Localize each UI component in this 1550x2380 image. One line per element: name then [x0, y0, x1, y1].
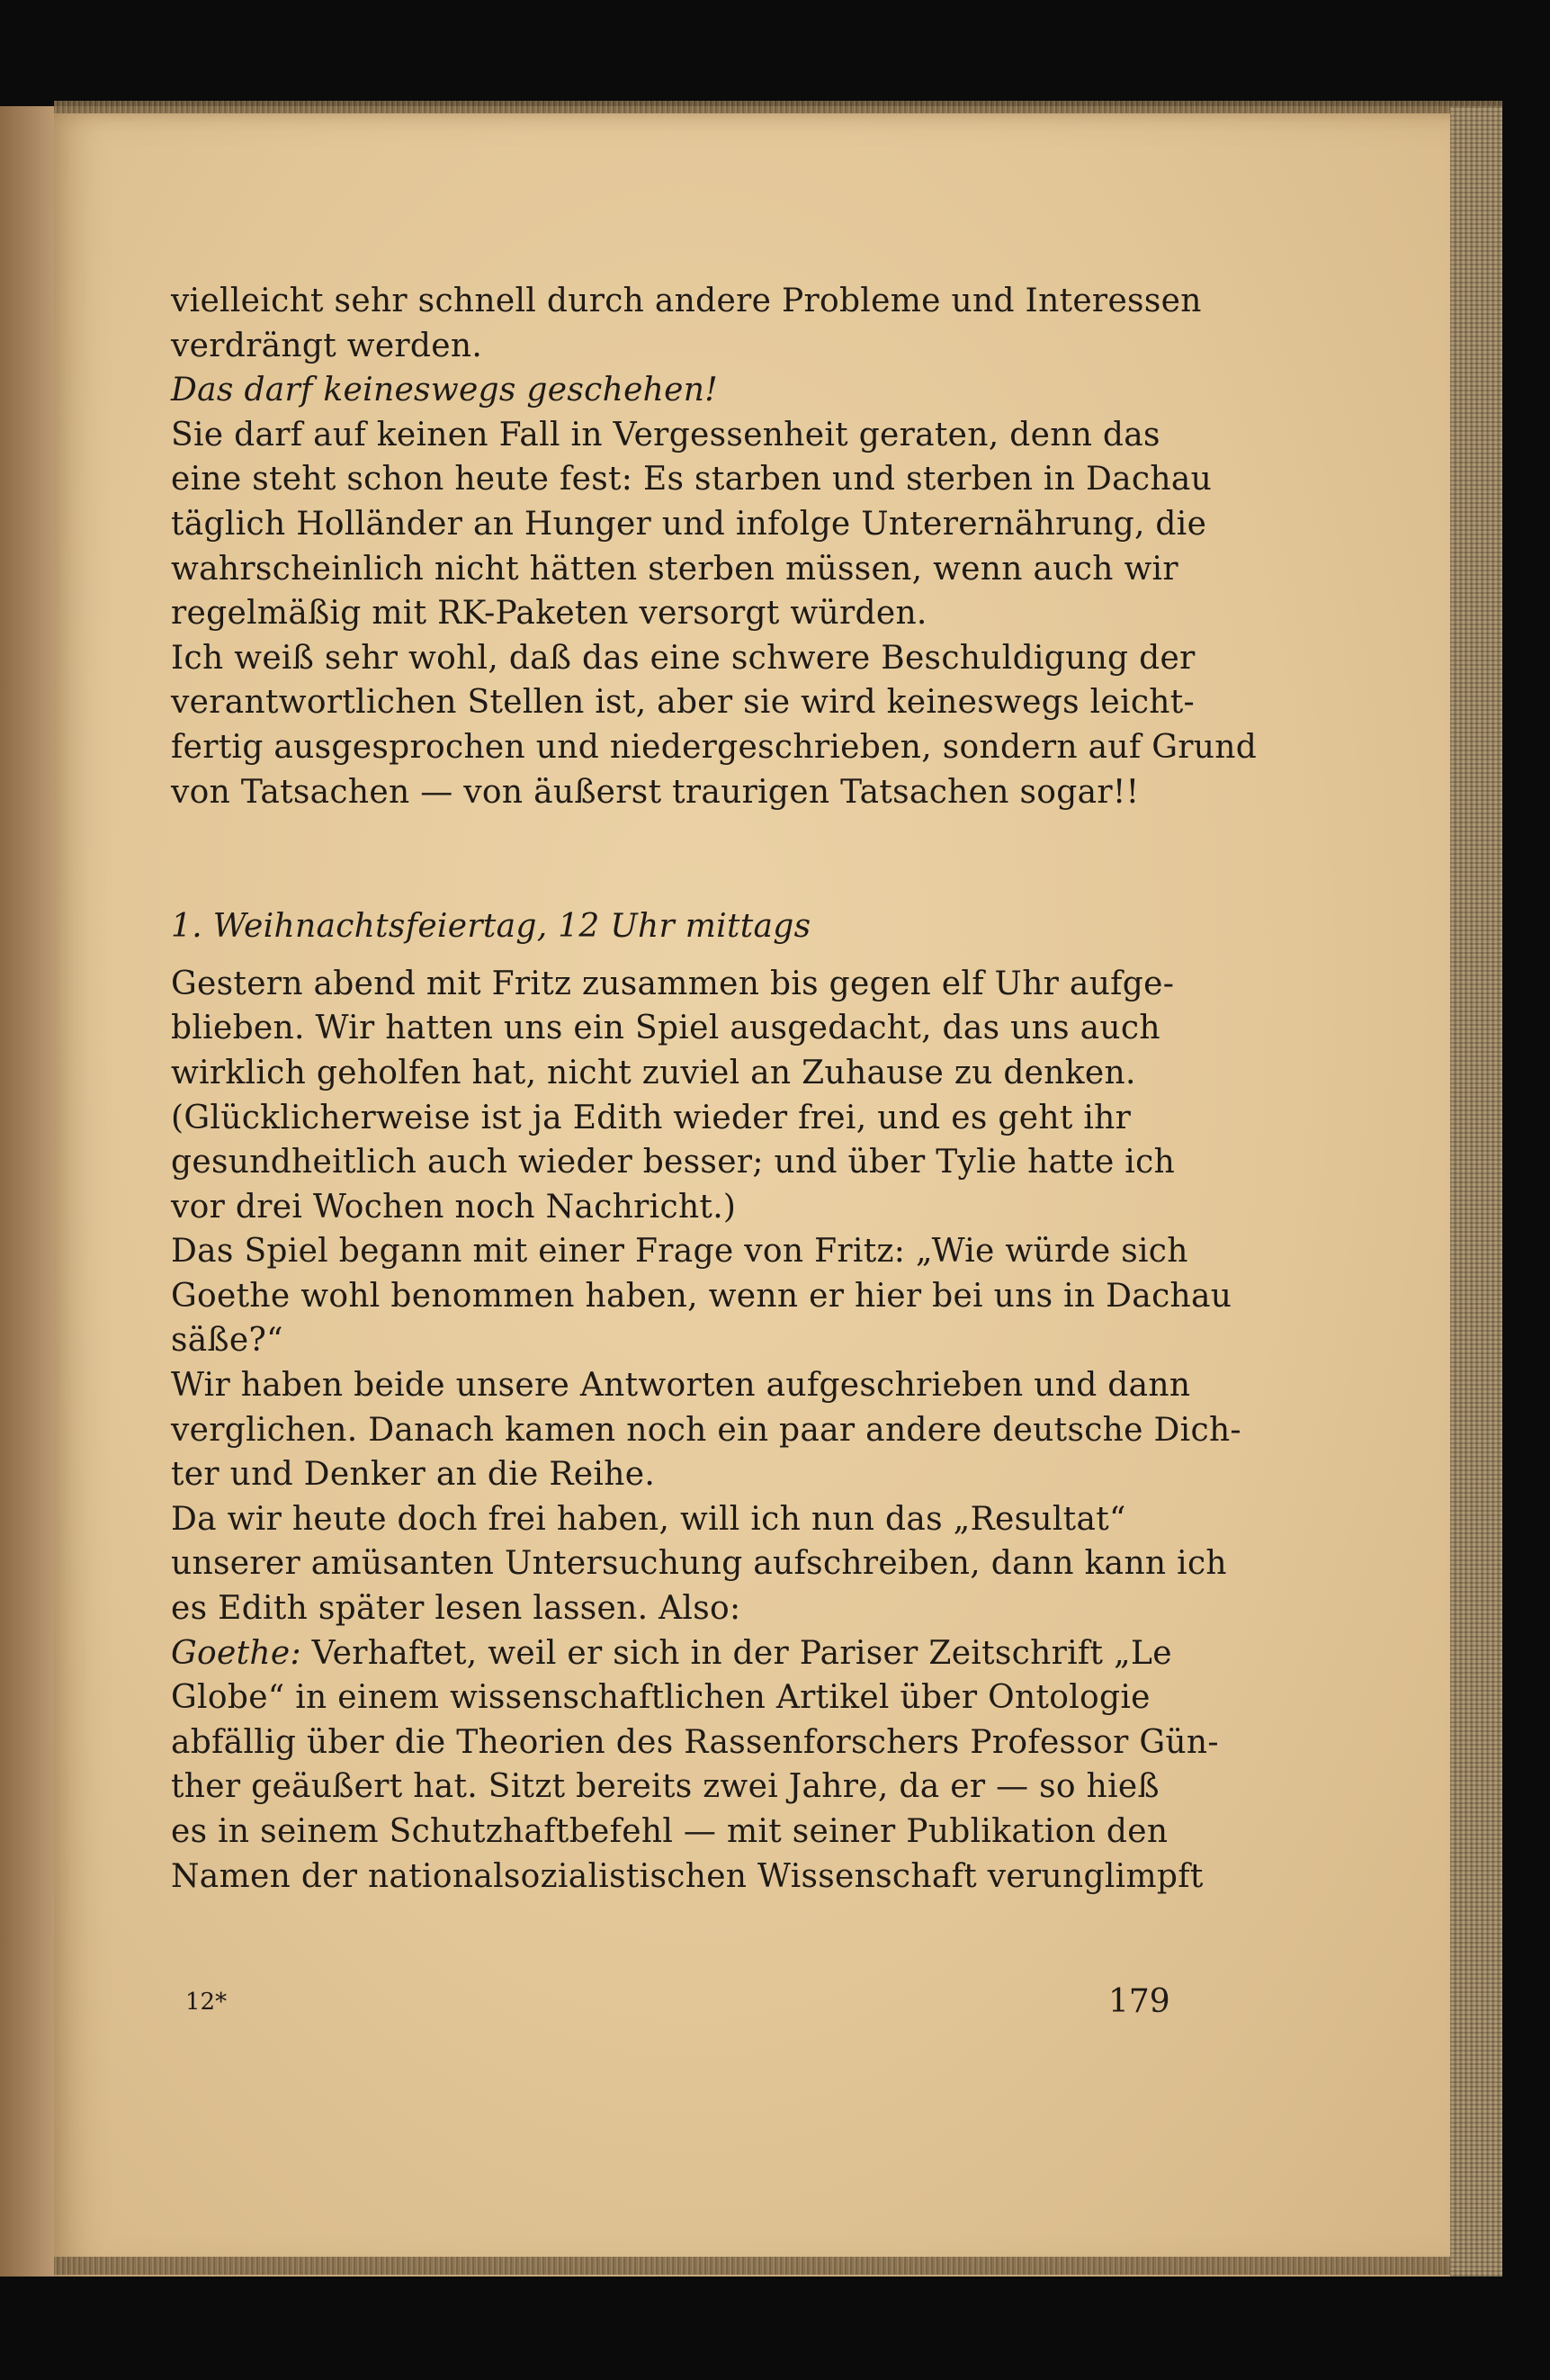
- text-line: von Tatsachen — von äußerst traurigen Tatsachen sogar!!: [171, 773, 1140, 811]
- text-line: Wir haben beide unsere Antworten aufgeschrieben und dann: [171, 1367, 1191, 1405]
- text-line: wirklich geholfen hat, nicht zuviel an Zuhause zu denken.: [171, 1054, 1136, 1091]
- text-line: vor drei Wochen noch Nachricht.): [171, 1188, 737, 1226]
- goethe-entry-line: [171, 1631, 1172, 1676]
- text-line: es in seinem Schutzhaftbefehl — mit seiner Publikation den: [171, 1813, 1169, 1850]
- section-heading: 1. Weihnachtsfeiertag, 12 Uhr mittags: [171, 908, 811, 946]
- text-line: ther geäußert hat. Sitzt bereits zwei Jahre, da er — so hieß: [171, 1768, 1160, 1806]
- text-line: abfällig über die Theorien des Rassenforschers Professor Gün-: [171, 1723, 1219, 1761]
- text-line: Da wir heute doch frei haben, will ich nun das „Resultat“: [171, 1500, 1126, 1538]
- text-line: Ich weiß sehr wohl, daß das eine schwere Beschuldigung der: [171, 639, 1196, 677]
- goethe-entry-text: Verhaftet, weil er sich in der Pariser Zeitschrift „Le: [300, 1634, 1172, 1672]
- text-line: täglich Holländer an Hunger und infolge Unterernährung, die: [171, 505, 1207, 543]
- text-line: wahrscheinlich nicht hätten sterben müssen, wenn auch wir: [171, 550, 1178, 588]
- text-line: Globe“ in einem wissenschaftlichen Artikel über Ontologie: [171, 1679, 1151, 1717]
- text-line: Das Spiel begann mit einer Frage von Fritz: „Wie würde sich: [171, 1233, 1188, 1271]
- text-line: regelmäßig mit RK-Paketen versorgt würden.: [171, 595, 927, 633]
- text-line: Sie darf auf keinen Fall in Vergessenheit geraten, denn das: [171, 416, 1160, 454]
- top-binding-strip: [54, 101, 1502, 113]
- text-line: fertig ausgesprochen und niedergeschrieben, sondern auf Grund: [171, 728, 1258, 766]
- page-number: 179: [1108, 1983, 1170, 2020]
- text-line: blieben. Wir hatten uns ein Spiel ausgedacht, das uns auch: [171, 1010, 1160, 1047]
- text-line: Gestern abend mit Fritz zusammen bis gegen elf Uhr aufge-: [171, 965, 1175, 1002]
- bottom-binding-strip: [54, 2257, 1502, 2275]
- text-line: (Glücklicherweise ist ja Edith wieder frei, und es geht ihr: [171, 1099, 1132, 1136]
- text-line: ter und Denker an die Reihe.: [171, 1456, 656, 1494]
- text-line: es Edith später lesen lassen. Also:: [171, 1590, 741, 1628]
- goethe-label: Goethe:: [171, 1634, 301, 1672]
- body-text: [171, 279, 1258, 1899]
- text-line: verglichen. Danach kamen noch ein paar andere deutsche Dich-: [171, 1411, 1241, 1449]
- text-line: Namen der nationalsozialistischen Wissenschaft verunglimpft: [171, 1857, 1204, 1895]
- right-cloth-binding: [1450, 106, 1502, 2277]
- text-line: unserer amüsanten Untersuchung aufschreiben, dann kann ich: [171, 1545, 1227, 1583]
- text-line: verdrängt werden.: [171, 327, 483, 364]
- text-line: säße?“: [171, 1322, 283, 1360]
- emphasis-line: Das darf keineswegs geschehen!: [171, 372, 719, 409]
- text-line: verantwortlichen Stellen ist, aber sie wird keineswegs leicht-: [171, 684, 1195, 722]
- text-line: vielleicht sehr schnell durch andere Probleme und Interessen: [171, 283, 1202, 319]
- text-line: Goethe wohl benommen haben, wenn er hier bei uns in Dachau: [171, 1277, 1232, 1315]
- text-line: gesundheitlich auch wieder besser; und über Tylie hatte ich: [171, 1144, 1176, 1181]
- text-line: eine steht schon heute fest: Es starben und sterben in Dachau: [171, 461, 1213, 498]
- signature-mark: 12*: [185, 1989, 228, 2016]
